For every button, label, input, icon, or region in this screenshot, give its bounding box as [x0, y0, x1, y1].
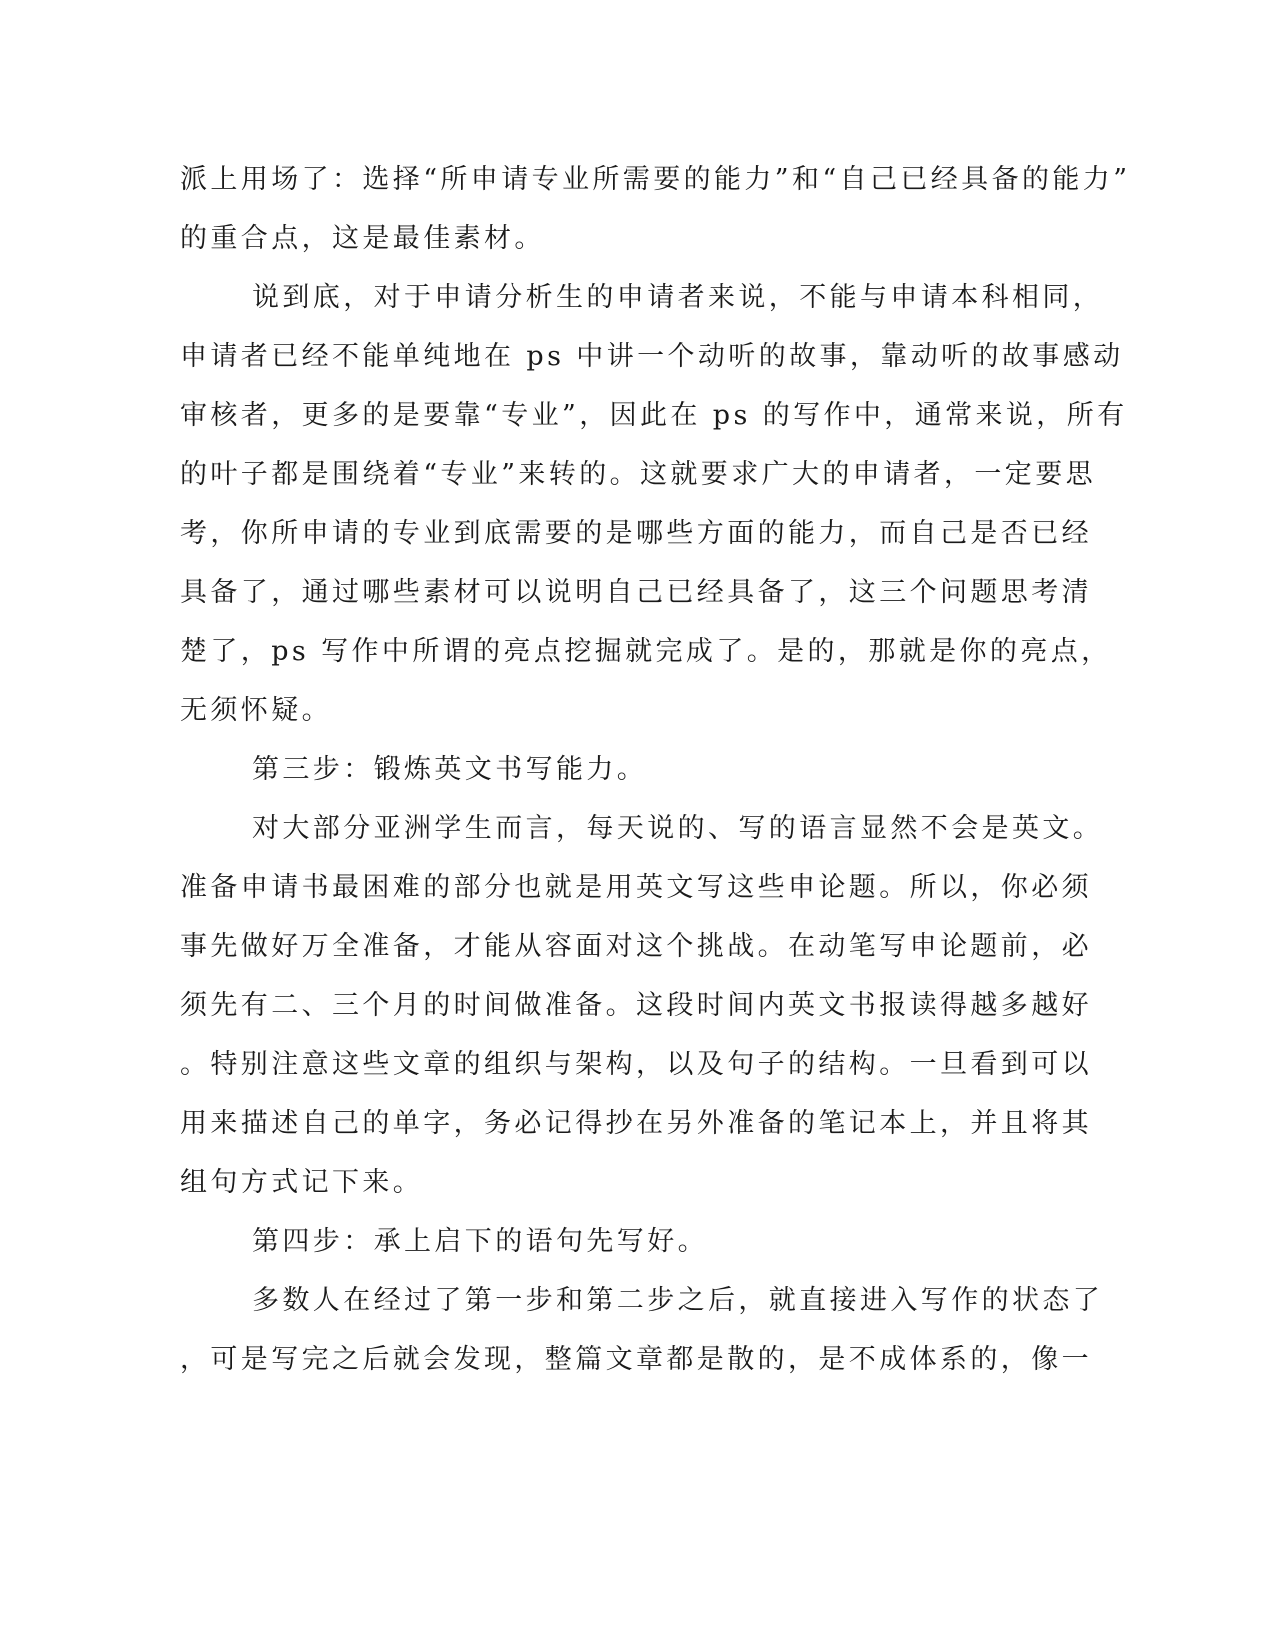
text-line: 用来描述自己的单字，务必记得抄在另外准备的笔记本上，并且将其: [180, 1108, 1092, 1139]
text-line: 楚了，ps 写作中所谓的亮点挖掘就完成了。是的，那就是你的亮点，: [180, 636, 1112, 667]
document-body: [180, 150, 1131, 1389]
text-line: 无须怀疑。: [180, 695, 332, 726]
text-line: 的叶子都是围绕着“专业”来转的。这就要求广大的申请者，一定要思: [180, 459, 1097, 490]
paragraph-first-line: 对大部分亚洲学生而言，每天说的、写的语言显然不会是英文。: [252, 813, 1104, 844]
text-line: 派上用场了：选择“所申请专业所需要的能力”和“自己已经具备的能力”: [180, 164, 1131, 195]
text-line: 事先做好万全准备，才能从容面对这个挑战。在动笔写申论题前，必: [180, 931, 1092, 962]
text-line: 考，你所申请的专业到底需要的是哪些方面的能力，而自己是否已经: [180, 518, 1092, 549]
text-line: ，可是写完之后就会发现，整篇文章都是散的，是不成体系的，像一: [180, 1344, 1092, 1375]
text-line: 组句方式记下来。: [180, 1167, 424, 1198]
step-heading: 第三步：锻炼英文书写能力。: [252, 754, 648, 785]
text-line: 具备了，通过哪些素材可以说明自己已经具备了，这三个问题思考清: [180, 577, 1092, 608]
paragraph-first-line: 多数人在经过了第一步和第二步之后，就直接进入写作的状态了: [252, 1285, 1104, 1316]
text-line: 申请者已经不能单纯地在 ps 中讲一个动听的故事，靠动听的故事感动: [180, 341, 1124, 372]
text-line: 审核者，更多的是要靠“专业”，因此在 ps 的写作中，通常来说，所有: [180, 400, 1128, 431]
step-heading: 第四步：承上启下的语句先写好。: [252, 1226, 708, 1257]
text-line: 须先有二、三个月的时间做准备。这段时间内英文书报读得越多越好: [180, 990, 1092, 1021]
text-line: 。特别注意这些文章的组织与架构，以及句子的结构。一旦看到可以: [180, 1049, 1092, 1080]
paragraph-first-line: 说到底，对于申请分析生的申请者来说，不能与申请本科相同，: [252, 282, 1104, 313]
text-line: 准备申请书最困难的部分也就是用英文写这些申论题。所以，你必须: [180, 872, 1092, 903]
text-line: 的重合点，这是最佳素材。: [180, 223, 545, 254]
